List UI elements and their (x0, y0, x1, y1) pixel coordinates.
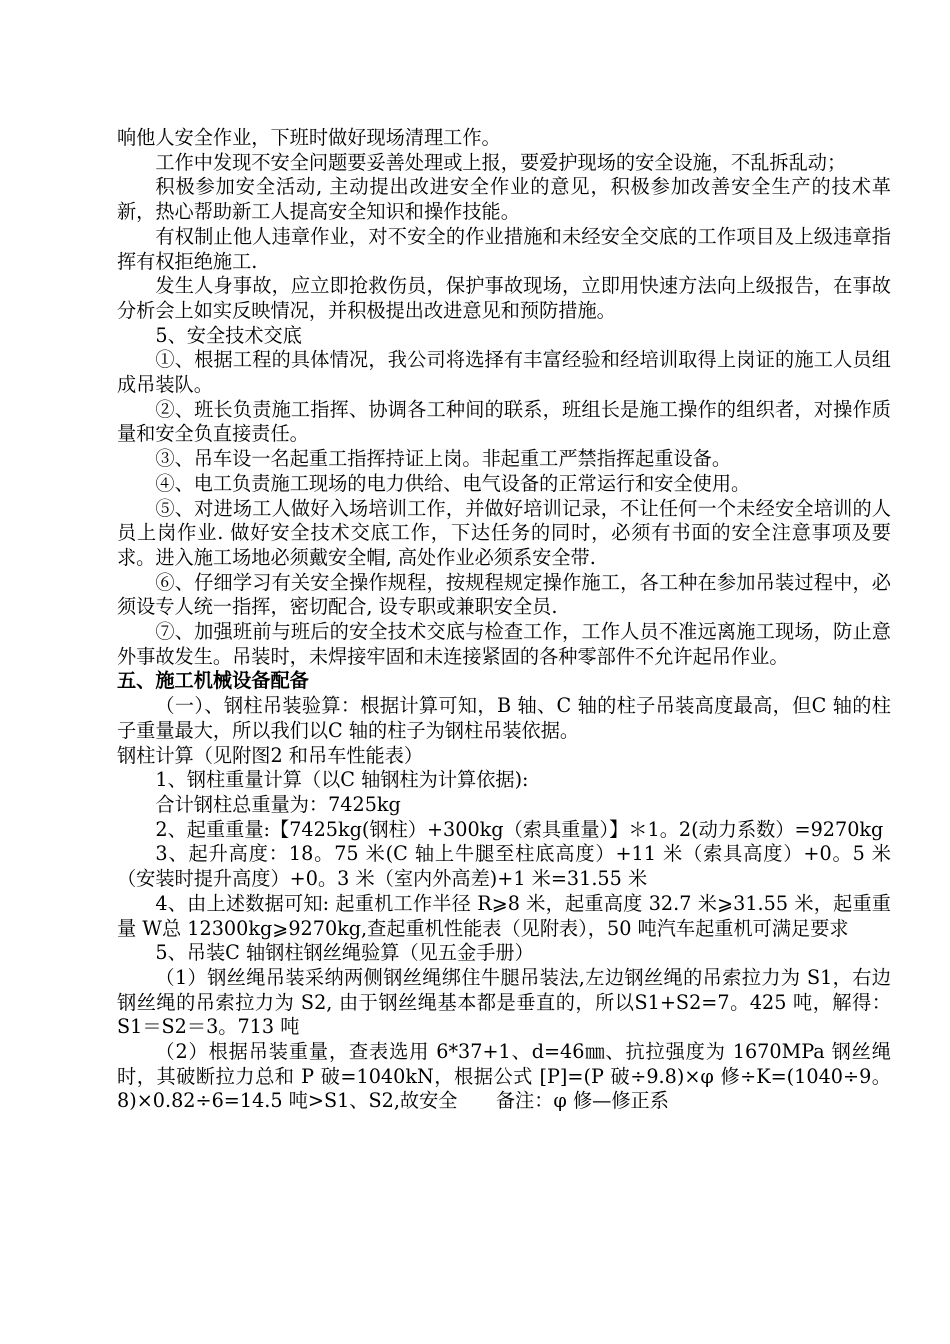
paragraph-10: ④、电工负责施工现场的电力供给、电气设备的正常运行和安全使用。 (155, 471, 751, 495)
document-page (117, 126, 891, 1114)
paragraph-22: 5、吊装C 轴钢柱钢丝绳验算（见五金手册） (155, 941, 534, 965)
paragraph-13: ⑦、加强班前与班后的安全技术交底与检查工作，工作人员不准远离施工现场，防止意外事故发生。吊装时，未焊接牢固和未连接紧固的各种零部件不允许起吊作业。 (117, 620, 891, 668)
paragraph-12: ⑥、仔细学习有关安全操作规程，按规程规定操作施工，各工种在参加吊装过程中，必须设专人统一指挥，密切配合, 设专职或兼职安全员. (117, 570, 891, 619)
paragraph-1: 响他人安全作业，下班时做好现场清理工作。 (117, 126, 501, 149)
paragraph-3: 积极参加安全活动, 主动提出改进安全作业的意见，积极参加改善安全生产的技术革新，热心帮助新工人提高安全知识和操作技能。 (117, 175, 891, 224)
paragraph-4: 有权制止他人违章作业，对不安全的作业措施和未经安全交底的工作项目及上级违章指挥有权拒绝施工. (117, 224, 891, 273)
section-heading-equipment: 五、施工机械设备配备 (117, 669, 309, 693)
paragraph-9: ③、吊车设一名起重工指挥持证上岗。非起重工严禁指挥起重设备。 (155, 447, 732, 471)
paragraph-8: ②、班长负责施工指挥、协调各工种间的联系，班组长是施工操作的组织者，对操作质量和安全负直接责任。 (117, 397, 891, 446)
paragraph-16: 钢柱计算（见附图2 和吊车性能表） (117, 743, 424, 767)
paragraph-18: 合计钢柱总重量为：7425kg (155, 792, 401, 816)
paragraph-17: 1、钢柱重量计算（以C 轴钢柱为计算依据): (155, 768, 529, 792)
paragraph-15: （一）、钢柱吊装验算：根据计算可知，B 轴、C 轴的柱子吊装高度最高，但C 轴的柱子重量最大，所以我们以C 轴的柱子为钢柱吊装依据。 (117, 694, 891, 742)
paragraph-23: （1）钢丝绳吊装采纳两侧钢丝绳绑住牛腿吊装法,左边钢丝绳的吊索拉力为 S1，右边钢丝绳的吊索拉力为 S2, 由于钢丝绳基本都是垂直的，所以S1+S2=7。425 吨，解得：S1＝S2＝3。713 吨 (117, 965, 891, 1039)
paragraph-7: ①、根据工程的具体情况，我公司将选择有丰富经验和经培训取得上岗证的施工人员组成吊装队。 (117, 348, 891, 397)
paragraph-11: ⑤、对进场工人做好入场培训工作，并做好培训记录，不让任何一个未经安全培训的人员上岗作业. 做好安全技术交底工作，下达任务的同时，必须有书面的安全注意事项及要求。进入施工场地必须戴安全帽, 高处作业必须系安全带. (117, 496, 891, 569)
paragraph-19: 2、起重重量:【7425kg(钢柱）+300kg（索具重量）】＊1。2(动力系数）=9270kg (155, 817, 884, 841)
paragraph-2: 工作中发现不安全问题要妥善处理或上报，要爱护现场的安全设施，不乱拆乱动； (155, 150, 847, 174)
paragraph-21: 4、由上述数据可知: 起重机工作半径 R⩾8 米，起重高度 32.7 米⩾31.55 米，起重重量 W总 12300kg⩾9270kg,查起重机性能表（见附表），50 吨汽车起重机可满足要求 (117, 891, 891, 940)
section-title-safety-briefing: 5、安全技术交底 (155, 323, 302, 347)
paragraph-5: 发生人身事故，应立即抢救伤员，保护事故现场，立即用快速方法向上级报告，在事故分析会上如实反映情况，并积极提出改进意见和预防措施。 (117, 274, 891, 322)
paragraph-20: 3、起升高度：18。75 米(C 轴上牛腿至柱底高度）+11 米（索具高度）+0。5 米（安装时提升高度）+0。3 米（室内外高差)+1 米=31.55 米 (117, 842, 891, 891)
paragraph-24: （2）根据吊装重量，查表选用 6*37+1、d=46㎜、抗拉强度为 1670MPa 钢丝绳时，其破断拉力总和 P 破=1040kN，根据公式 [P]=(P 破÷9.8)×φ 修÷K=(1040÷9。8)×0.82÷6=14.5 吨>S1、S2,故安全 备注：φ 修—修正系 (117, 1040, 891, 1113)
